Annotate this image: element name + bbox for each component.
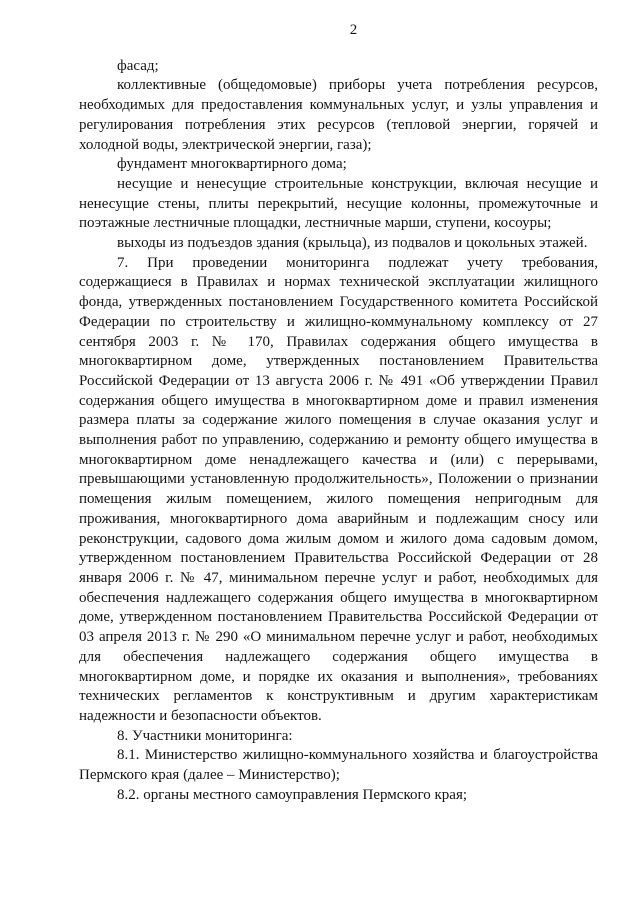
paragraph-meters: коллективные (общедомовые) приборы учета потребления ресурсов, необходимых для предоставления коммунальных услуг, и узлы управления и регулирования потребления этих ресурсов (тепловой энергии, горячей и холодной воды, электрической энергии, газа); <box>79 77 598 153</box>
paragraph-structures: несущие и ненесущие строительные конструкции, включая несущие и ненесущие стены, плиты перекрытий, несущие колонны, промежуточные и поэтажные лестничные площадки, лестничные марши, ступени, косоуры; <box>79 175 598 232</box>
paragraph-foundation: фундамент многоквартирного дома; <box>117 156 347 173</box>
page-number: 2 <box>349 22 358 38</box>
paragraph-facade: фасад; <box>117 57 159 74</box>
paragraph-8-participants: 8. Участники мониторинга: <box>117 727 293 744</box>
paragraph-exits: выходы из подъездов здания (крыльца), из подвалов и цокольных этажей. <box>117 235 588 252</box>
paragraph-8-2-local-government: 8.2. органы местного самоуправления Пермского края; <box>117 786 468 803</box>
paragraph-7-requirements: 7. При проведении мониторинга подлежат учету требования, содержащиеся в Правилах и нормах технической эксплуатации жилищного фонда, утвержденных постановлением Государственного комитета Российской Федерации по строительству и жилищно-коммунальному комплексу от 27 сентября 2003 г. № 170, Правилах содержания общего имущества в многоквартирном доме, утвержденных постановлением Правительства Российской Федерации от 13 августа 2006 г. № 491 «Об утверждении Правил содержания общего имущества в многоквартирном доме и правил изменения размера платы за содержание жилого помещения в случае оказания услуг и выполнения работ по управлению, содержанию и ремонту общего имущества в многоквартирном доме ненадлежащего качества и (или) с перерывами, превышающими установленную продолжительность», Положении о признании помещения жилым помещением, жилого помещения непригодным для проживания, многоквартирного дома аварийным и подлежащим сносу или реконструкции, садового дома жилым домом и жилого дома садовым домом, утвержденном постановлением Правительства Российской Федерации от 28 января 2006 г. № 47, минимальном перечне услуг и работ, необходимых для обеспечения надлежащего содержания общего имущества в многоквартирном доме, утвержденном постановлением Правительства Российской Федерации от 03 апреля 2013 г. № 290 «О минимальном перечне услуг и работ, необходимых для обеспечения надлежащего содержания общего имущества в многоквартирном доме, и порядке их оказания и выполнения», требованиях технических регламентов к конструктивным и другим характеристикам надежности и безопасности объектов. <box>79 254 598 724</box>
paragraph-8-1-ministry: 8.1. Министерство жилищно-коммунального хозяйства и благоустройства Пермского края (далее – Министерство); <box>79 747 598 784</box>
